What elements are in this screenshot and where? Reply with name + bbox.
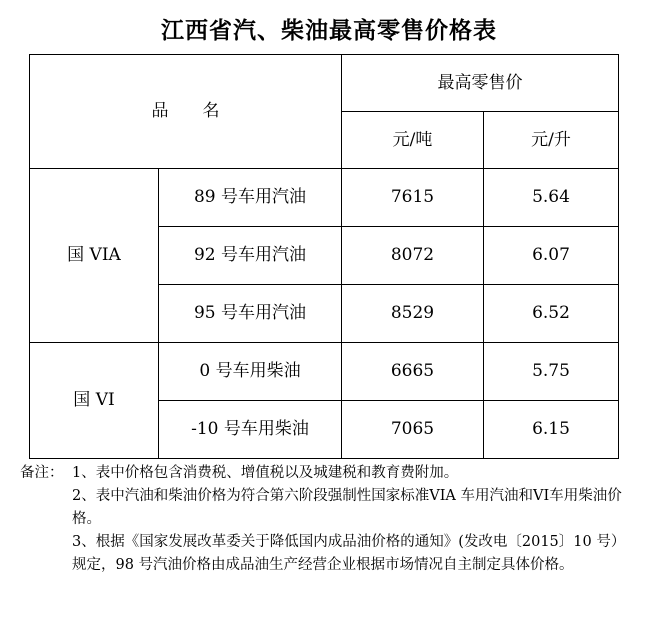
product-cell: 0 号车用柴油 (159, 343, 342, 401)
price-per-ton-cell: 8072 (342, 227, 484, 285)
price-per-litre-cell: 6.07 (484, 227, 619, 285)
price-per-litre-cell: 6.15 (484, 401, 619, 459)
price-per-ton-cell: 6665 (342, 343, 484, 401)
category-cell: 国 VI (30, 343, 159, 459)
price-table (29, 54, 619, 459)
note-item-1-row (20, 462, 632, 485)
table-row (30, 169, 619, 227)
table-row (30, 343, 619, 401)
page-title: 江西省汽、柴油最高零售价格表 (161, 18, 497, 44)
table-header-row (30, 55, 619, 112)
price-per-ton-cell: 7615 (342, 169, 484, 227)
product-cell: 89 号车用汽油 (159, 169, 342, 227)
price-per-ton-cell: 7065 (342, 401, 484, 459)
price-per-ton-cell: 8529 (342, 285, 484, 343)
notes-section (20, 462, 632, 577)
product-cell: 92 号车用汽油 (159, 227, 342, 285)
category-cell: 国 VIA (30, 169, 159, 343)
price-per-litre-cell: 6.52 (484, 285, 619, 343)
notes-label: 备注： (20, 465, 64, 481)
note-item: 1、表中价格包含消费税、增值税以及城建税和教育费附加。 (72, 465, 459, 481)
header-product-name: 品 名 (30, 55, 342, 169)
header-yuan-per-ton: 元/吨 (342, 112, 484, 169)
product-cell: 95 号车用汽油 (159, 285, 342, 343)
product-cell: -10 号车用柴油 (159, 401, 342, 459)
header-yuan-per-litre: 元/升 (484, 112, 619, 169)
note-item: 2、表中汽油和柴油价格为符合第六阶段强制性国家标准VIA 车用汽油和VI车用柴油价格。 (72, 488, 622, 527)
price-per-litre-cell: 5.75 (484, 343, 619, 401)
price-per-litre-cell: 5.64 (484, 169, 619, 227)
header-max-retail-price: 最高零售价 (342, 55, 619, 112)
note-item: 3、根据《国家发展改革委关于降低国内成品油价格的通知》(发改电〔2015〕10 号）规定，98 号汽油价格由成品油生产经营企业根据市场情况自主制定具体价格。 (72, 534, 626, 573)
